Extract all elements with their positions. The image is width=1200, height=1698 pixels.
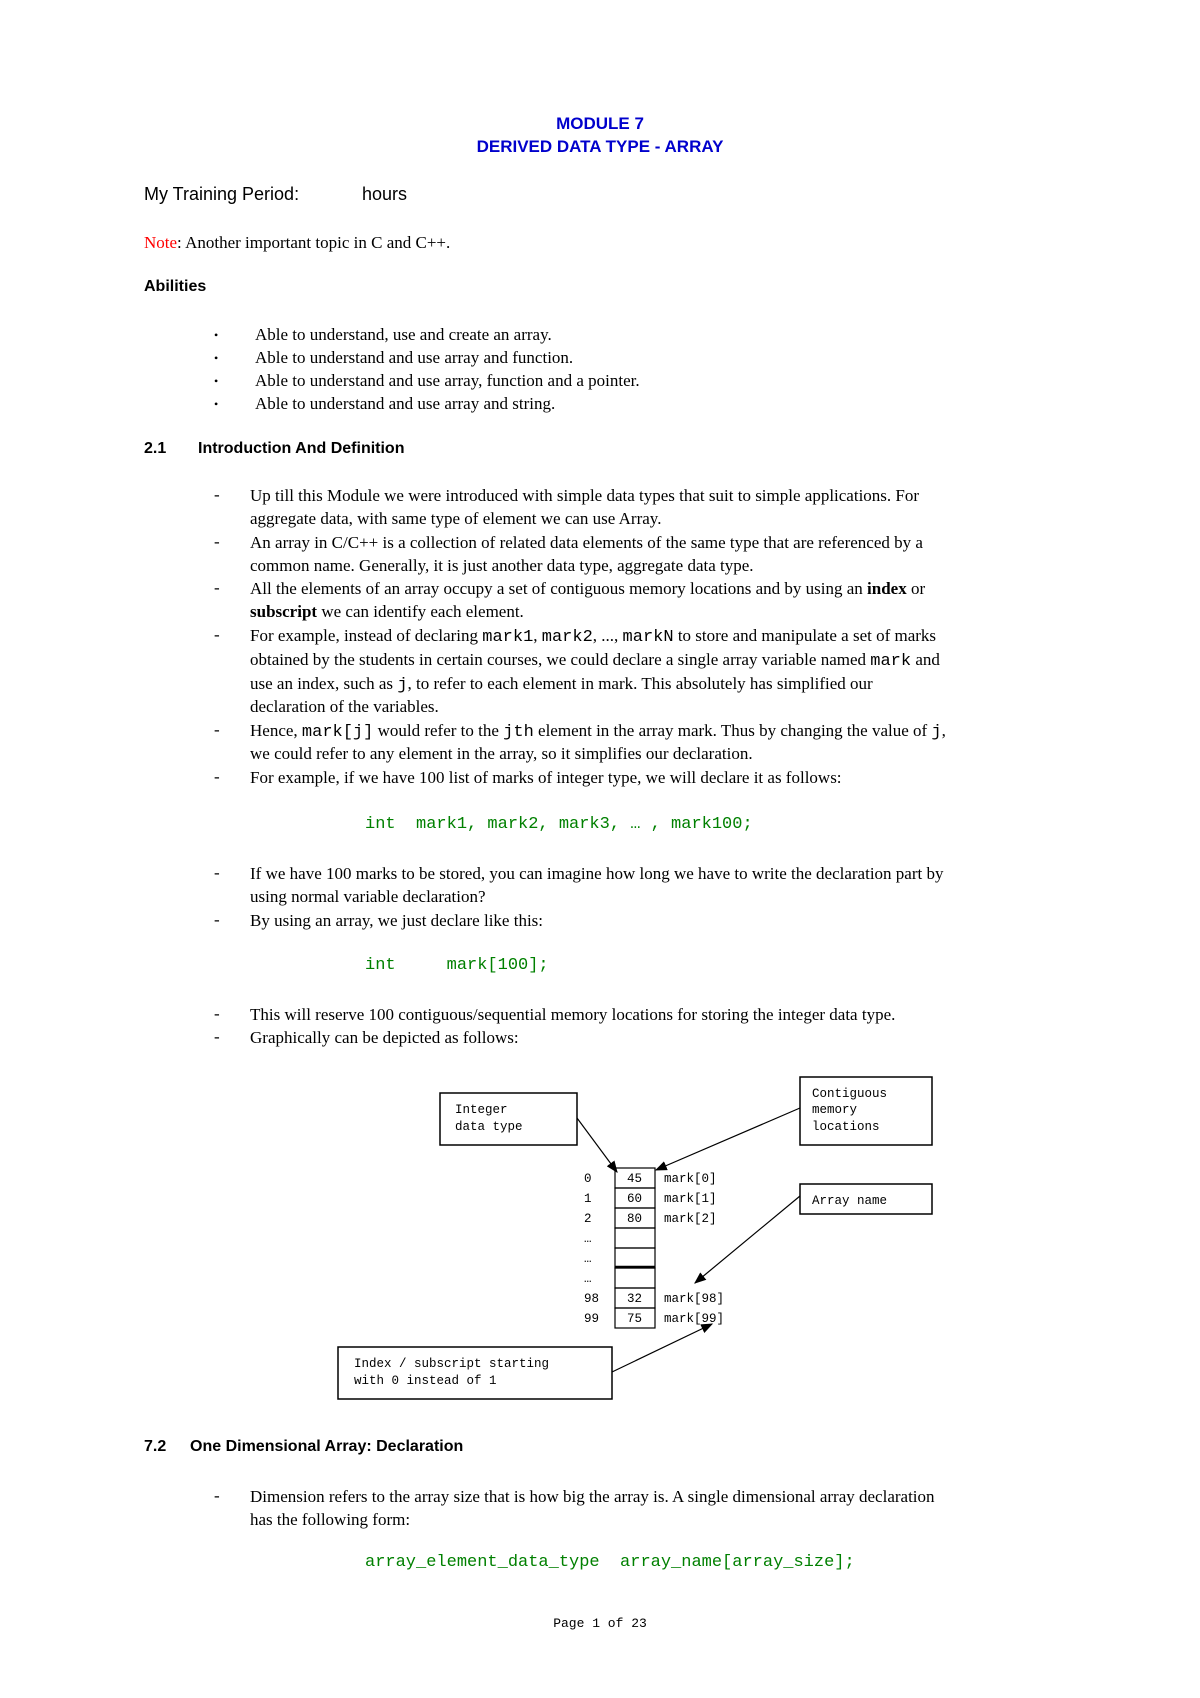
box-index-line: with 0 instead of 1 <box>354 1374 497 1388</box>
section-number: 7.2 <box>144 1438 167 1455</box>
abilities-heading: Abilities <box>144 278 207 295</box>
row-index: 99 <box>584 1312 600 1326</box>
section-title: One Dimensional Array: Declaration <box>190 1438 464 1455</box>
training-value: hours <box>362 184 408 204</box>
code-block: int mark[100]; <box>365 956 549 975</box>
term-index: index <box>867 579 907 598</box>
paragraph-line: Dimension refers to the array size that is how big the array is. A single dimensional array declaration <box>250 1487 935 1506</box>
memory-cell <box>615 1228 655 1248</box>
box-index-line: Index / subscript starting <box>354 1357 550 1371</box>
code-inline: mark[j] <box>301 723 374 742</box>
paragraph-line: Graphically can be depicted as follows: <box>250 1028 519 1047</box>
text-run: Hence, <box>250 721 302 740</box>
paragraph-line: Up till this Module we were introduced with simple data types that suit to simple applications. For <box>250 486 920 505</box>
dash-marker: - <box>214 625 220 644</box>
row-index: 98 <box>584 1292 600 1306</box>
paragraph-line: This will reserve 100 contiguous/sequential memory locations for storing the integer data type. <box>250 1005 896 1024</box>
text-run: to store and manipulate a set of marks <box>673 626 937 645</box>
dash-marker: - <box>214 1027 220 1046</box>
paragraph-line: using normal variable declaration? <box>250 887 486 906</box>
text-run: , to refer to each element in mark. This absolutely has simplified our <box>407 674 873 693</box>
arrow-array-name <box>695 1196 800 1283</box>
code-inline: j <box>931 723 942 742</box>
row-index: … <box>584 1272 592 1286</box>
element-name: mark[99] <box>664 1312 725 1326</box>
text-run: and <box>911 650 940 669</box>
code-block: array_element_data_type array_name[array_size]; <box>365 1553 855 1572</box>
paragraph-line: declaration of the variables. <box>250 697 439 716</box>
dash-marker: - <box>214 578 220 597</box>
box-integer-data-type <box>440 1093 577 1145</box>
ability-item: Able to understand, use and create an array. <box>255 325 552 344</box>
bullet-icon: • <box>214 374 219 388</box>
code-block: int mark1, mark2, mark3, … , mark100; <box>365 815 753 834</box>
text-run: For example, instead of declaring <box>250 626 483 645</box>
text-run: , <box>533 626 542 645</box>
bullet-icon: • <box>214 328 219 342</box>
dash-marker: - <box>214 532 220 551</box>
code-inline: jth <box>503 723 534 742</box>
training-label: My Training Period: <box>144 184 300 204</box>
module-subtitle: DERIVED DATA TYPE - ARRAY <box>476 137 724 156</box>
text-run: use an index, such as <box>250 674 398 693</box>
bullet-icon: • <box>214 397 219 411</box>
row-index: 1 <box>584 1192 592 1206</box>
cell-value: 75 <box>627 1312 643 1326</box>
dash-marker: - <box>214 720 220 739</box>
arrow-contiguous-to-cell <box>656 1108 800 1170</box>
paragraph-line: common name. Generally, it is just another data type, aggregate data type. <box>250 556 754 575</box>
code-inline: mark1 <box>482 628 534 647</box>
paragraph-line: By using an array, we just declare like this: <box>250 911 544 930</box>
dash-marker: - <box>214 485 220 504</box>
ability-item: Able to understand and use array and string. <box>255 394 556 413</box>
page-footer: Page 1 of 23 <box>553 1616 647 1631</box>
text-run: obtained by the students in certain courses, we could declare a single array variable named <box>250 650 871 669</box>
box-index-subscript <box>338 1347 612 1399</box>
element-name: mark[98] <box>664 1292 725 1306</box>
text-run: would refer to the <box>373 721 504 740</box>
section-title: Introduction And Definition <box>198 440 405 457</box>
row-index: 0 <box>584 1172 592 1186</box>
box-contiguous-line: memory <box>812 1103 858 1117</box>
code-inline: markN <box>622 628 674 647</box>
text-run: All the elements of an array occupy a set of contiguous memory locations and by using an <box>250 579 868 598</box>
paragraph-line: we could refer to any element in the array, so it simplifies our declaration. <box>250 744 753 763</box>
dash-marker: - <box>214 863 220 882</box>
memory-cell <box>615 1248 655 1268</box>
dash-marker: - <box>214 910 220 929</box>
dash-marker: - <box>214 1004 220 1023</box>
memory-cell <box>615 1268 655 1288</box>
code-inline: mark <box>870 652 912 671</box>
box-contiguous-line: Contiguous <box>812 1087 888 1101</box>
paragraph-line: For example, if we have 100 list of marks of integer type, we will declare it as follows: <box>250 768 842 787</box>
cell-value: 32 <box>627 1292 643 1306</box>
dash-marker: - <box>214 767 220 786</box>
cell-value: 45 <box>627 1172 643 1186</box>
row-index: 2 <box>584 1212 592 1226</box>
paragraph-line: has the following form: <box>250 1510 411 1529</box>
element-name: mark[2] <box>664 1212 717 1226</box>
paragraph-line: An array in C/C++ is a collection of related data elements of the same type that are referenced by a <box>250 533 923 552</box>
box-contiguous-line: locations <box>812 1120 880 1134</box>
row-index: … <box>584 1232 592 1246</box>
code-inline: j <box>397 676 408 695</box>
arrow-integer-to-cell <box>577 1118 617 1172</box>
cell-value: 60 <box>627 1192 643 1206</box>
ability-item: Able to understand and use array and function. <box>255 348 574 367</box>
code-inline: mark2 <box>541 628 593 647</box>
bullet-icon: • <box>214 351 219 365</box>
element-name: mark[1] <box>664 1192 717 1206</box>
text-run: or <box>906 579 926 598</box>
arrow-index <box>612 1324 712 1372</box>
box-integer-line: data type <box>455 1120 523 1134</box>
box-integer-line: Integer <box>455 1103 508 1117</box>
text-run: , <box>941 721 946 740</box>
paragraph-line: If we have 100 marks to be stored, you can imagine how long we have to write the declaration part by <box>250 864 944 883</box>
dash-marker: - <box>214 1486 220 1505</box>
row-index: … <box>584 1252 592 1266</box>
paragraph-line: aggregate data, with same type of element we can use Array. <box>250 509 662 528</box>
term-subscript: subscript <box>250 602 318 621</box>
cell-value: 80 <box>627 1212 643 1226</box>
text-run: we can identify each element. <box>317 602 524 621</box>
section-number: 2.1 <box>144 440 167 457</box>
note-label: Note <box>144 233 178 252</box>
text-run: , ..., <box>592 626 623 645</box>
element-name: mark[0] <box>664 1172 717 1186</box>
ability-item: Able to understand and use array, function and a pointer. <box>255 371 640 390</box>
module-title: MODULE 7 <box>556 114 644 133</box>
text-run: element in the array mark. Thus by changing the value of <box>533 721 932 740</box>
box-array-name-label: Array name <box>812 1194 888 1208</box>
note-text: : Another important topic in C and C++. <box>177 233 451 252</box>
